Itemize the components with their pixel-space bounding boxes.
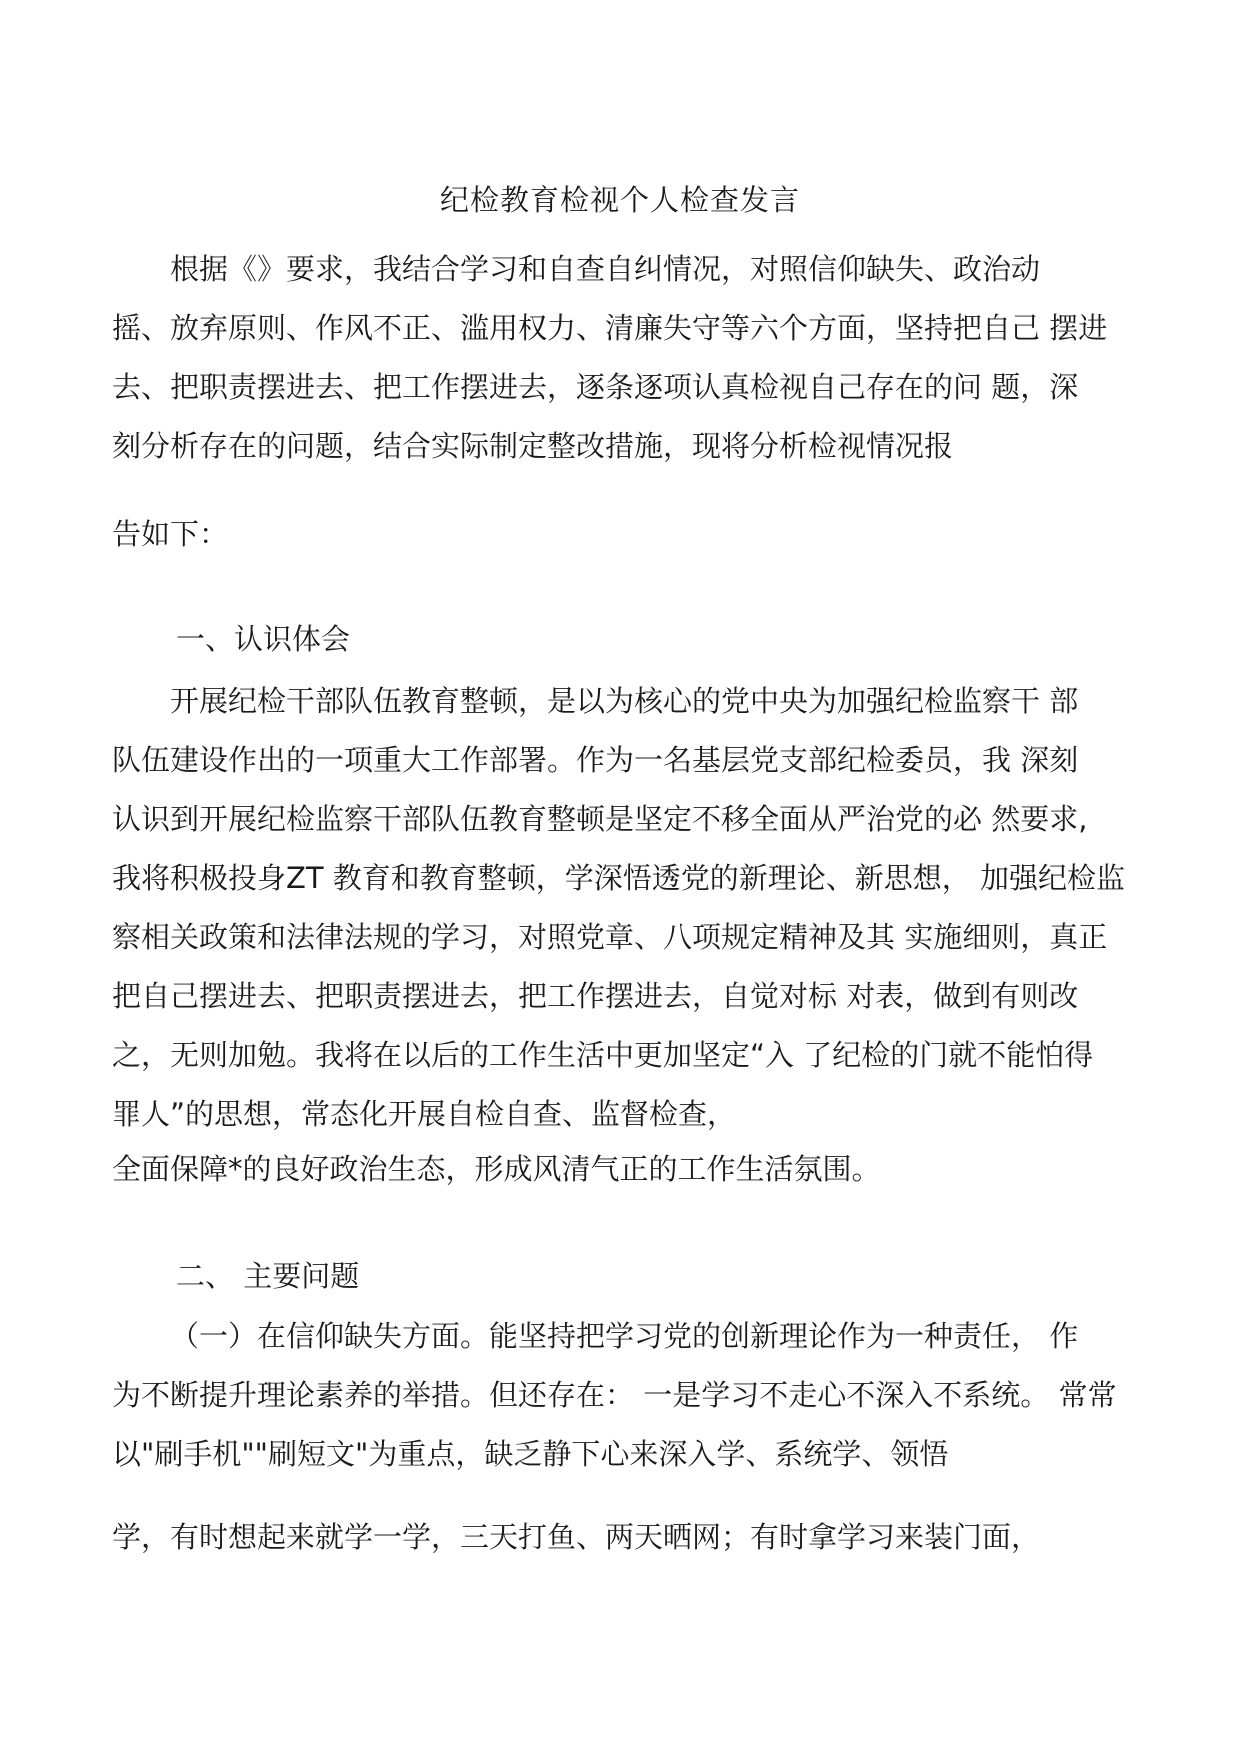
- paragraph-understanding-tail: 全面保障*的良好政治生态，形成风清气正的工作生活氛围。: [112, 1152, 881, 1186]
- section-heading-2: 二、 主要问题: [176, 1259, 360, 1293]
- paragraph-line: 队伍建设作出的一项重大工作部署。作为一名基层党支部纪检委员，我 深刻: [112, 743, 1079, 777]
- paragraph-intro: [112, 240, 1132, 476]
- paragraph-line: 之，无则加勉。我将在以后的工作生活中更加坚定“入 了纪检的门就不能怕得: [112, 1038, 1094, 1072]
- paragraph-line: （一）在信仰缺失方面。能坚持把学习党的创新理论作为一种责任， 作: [170, 1319, 1079, 1353]
- document-title: 纪检教育检视个人检查发言: [439, 183, 800, 217]
- paragraph-problems-tail: 学，有时想起来就学一学，三天打鱼、两天晒网；有时拿学习来装门面，: [112, 1520, 1041, 1554]
- paragraph-problems: [112, 1307, 1132, 1484]
- paragraph-understanding: [112, 672, 1132, 1144]
- paragraph-line: 罪人”的思想，常态化开展自检自查、监督检查，: [112, 1097, 737, 1131]
- paragraph-line: 我将积极投身ZT 教育和教育整顿，学深悟透党的新理论、新思想， 加强纪检监: [112, 861, 1126, 895]
- paragraph-line: 把自己摆进去、把职责摆进去，把工作摆进去，自觉对标 对表，做到有则改: [112, 979, 1079, 1013]
- paragraph-line: 去、把职责摆进去、把工作摆进去，逐条逐项认真检视自己存在的问 题，深: [112, 370, 1079, 404]
- paragraph-line: 认识到开展纪检监察干部队伍教育整顿是坚定不移全面从严治党的必 然要求,: [112, 802, 1088, 836]
- paragraph-line: 察相关政策和法律法规的学习，对照党章、八项规定精神及其 实施细则，真正: [112, 920, 1108, 954]
- paragraph-line: 摇、放弃原则、作风不正、滥用权力、清廉失守等六个方面，坚持把自己 摆进: [112, 311, 1108, 345]
- paragraph-line: 根据《》要求，我结合学习和自查自纠情况，对照信仰缺失、政治动: [170, 252, 1041, 286]
- paragraph-line: 开展纪检干部队伍教育整顿，是以为核心的党中央为加强纪检监察干 部: [170, 684, 1079, 718]
- section-heading-1: 一、认识体会: [176, 622, 351, 656]
- paragraph-line: 以"刷手机""刷短文"为重点，缺乏静下心来深入学、系统学、领悟: [112, 1437, 949, 1471]
- paragraph-intro-tail: 告如下：: [112, 517, 229, 551]
- paragraph-line: 为不断提升理论素养的举措。但还存在： 一是学习不走心不深入不系统。 常常: [112, 1378, 1117, 1412]
- paragraph-line: 刻分析存在的问题，结合实际制定整改措施，现将分析检视情况报: [112, 429, 954, 463]
